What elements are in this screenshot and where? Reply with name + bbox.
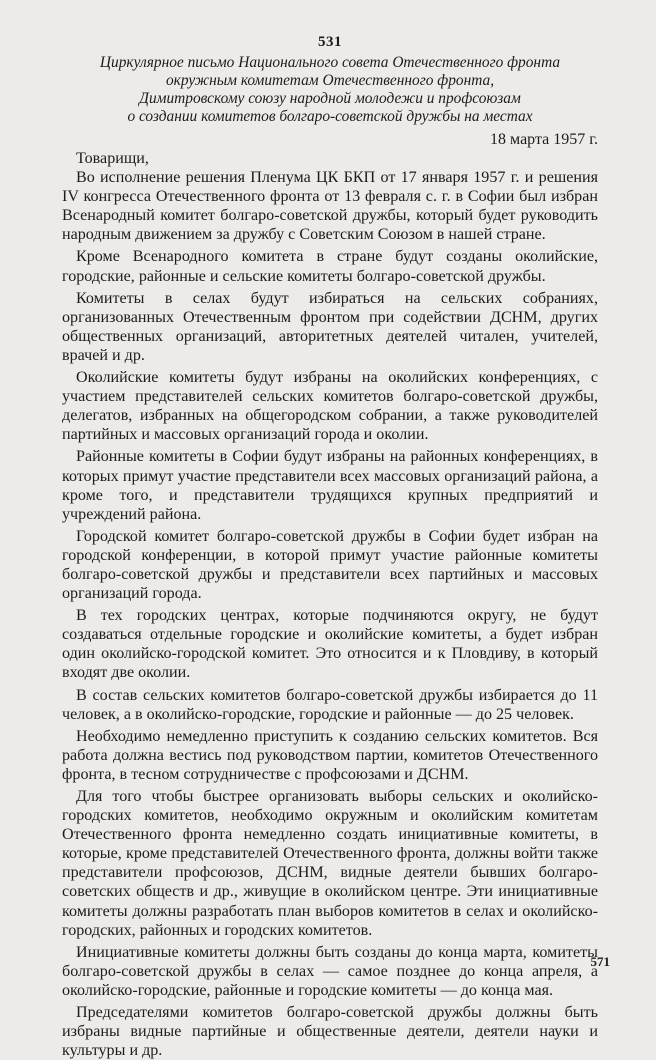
paragraph: Околийские комитеты будут избраны на околийских конференциях, с участием представителей сельских комитетов болгаро-советской дружбы, делегатов, избранных на общегородском собрании, а также руководителей партийных и массовых организаций города и околии.	[62, 369, 598, 444]
title-line: окружным комитетам Отечественного фронта,	[165, 72, 495, 89]
document-number: 531	[318, 34, 342, 50]
letter-body	[62, 149, 598, 1060]
paragraph: Кроме Всенародного комитета в стране будут созданы околийские, городские, районные и сельские комитеты болгаро-советской дружбы.	[62, 248, 598, 285]
page-number: 571	[590, 954, 610, 969]
paragraph: В состав сельских комитетов болгаро-советской дружбы избирается до 11 человек, а в околийско-городские, городские и районные — до 25 человек.	[62, 686, 598, 723]
paragraph: Инициативные комитеты должны быть созданы до конца марта, комитеты болгаро-советской дружбы в селах — самое позднее до конца апреля, а околийско-городские, районные и городские комитеты — до конца мая.	[62, 943, 598, 999]
paragraph: Комитеты в селах будут избираться на сельских собраниях, организованных Отечественным фронтом при содействии ДСНМ, других общественных организаций, авторитетных деятелей читален, учителей, врачей и др.	[62, 289, 598, 364]
title-line: Димитровскому союзу народной молодежи и профсоюзам	[139, 90, 521, 107]
paragraph: В тех городских центрах, которые подчиняются округу, не будут создаваться отдельные городские и околийские комитеты, а будет избран один околийско-городской комитет. Это относится и к Пловдиву, в который входят две околии.	[62, 607, 598, 682]
paragraph: Для того чтобы быстрее организовать выборы сельских и околийско-городских комитетов, необходимо окружным и околийским комитетам Отечественного фронта немедленно создать инициативные комитеты, в которые, кроме представителей Отечественного фронта, должны войти также представители профсоюзов, ДСНМ, видные деятели бывших болгаро-советских обществ и др., живущие в околийском центре. Эти инициативные комитеты должны разработать план выборов комитетов в селах и околийско-городских, районных и городских комитетов.	[62, 788, 598, 939]
paragraph: Районные комитеты в Софии будут избраны на районных конференциях, в которых примут участие представители всех массовых организаций района, а кроме того, и представители трудящихся крупных предприятий и учреждений района.	[62, 448, 598, 523]
title-line: о создании комитетов болгаро-советской дружбы на местах	[127, 108, 533, 125]
document-date: 18 марта 1957 г.	[490, 131, 598, 148]
paragraph: Городской комитет болгаро-советской дружбы в Софии будет избран на городской конференции, в которой примут участие районные комитеты болгаро-советской дружбы и представители всех партийных и массовых организаций города.	[62, 527, 598, 603]
paragraph: Во исполнение решения Пленума ЦК БКП от 17 января 1957 г. и решения IV конгресса Отечественного фронта от 13 февраля с. г. в Софии был избран Всенародный комитет болгаро-советской дружбы, который будет руководить народным движением за дружбу с Советским Союзом в нашей стране.	[62, 169, 598, 244]
greeting: Товарищи,	[76, 150, 149, 167]
document-title	[62, 54, 598, 126]
title-line: Циркулярное письмо Национального совета Отечественного фронта	[99, 54, 561, 71]
paragraph: Необходимо немедленно приступить к созданию сельских комитетов. Вся работа должна вестись под руководством партии, комитетов Отечественного фронта, в тесном сотрудничестве с профсоюзами и ДСНМ.	[62, 727, 598, 783]
paragraph: Председателями комитетов болгаро-советской дружбы должны быть избраны видные партийные и общественные деятели, деятели науки и культуры и др.	[62, 1004, 598, 1060]
